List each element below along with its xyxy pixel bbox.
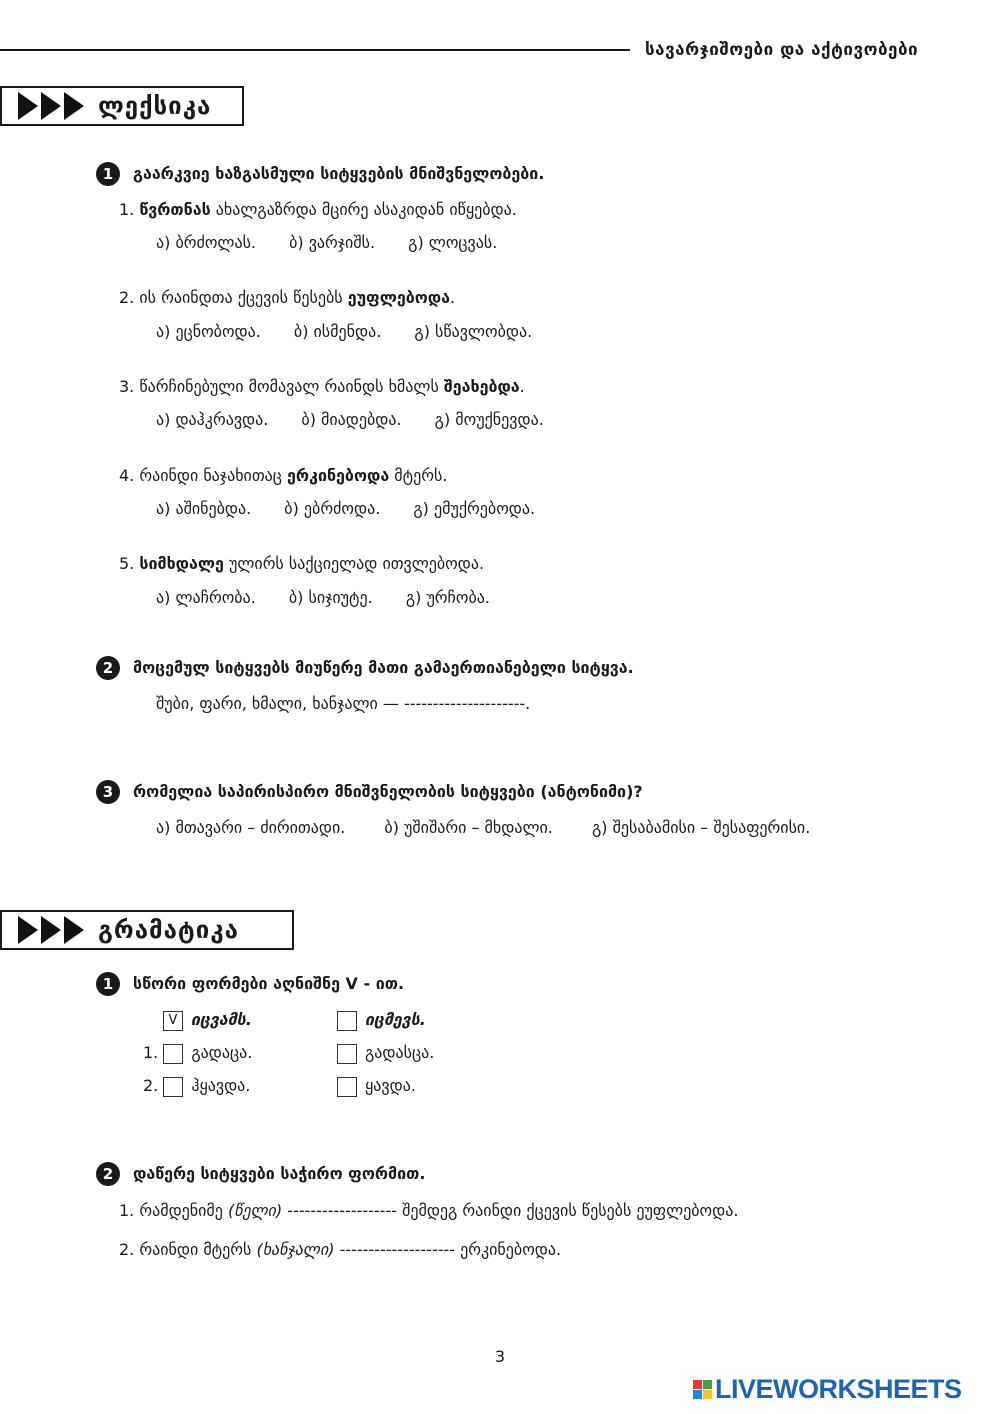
hint-word: (წელი) bbox=[228, 1201, 283, 1220]
choice-row bbox=[337, 1043, 434, 1064]
option-a[interactable]: ა) ლაჩრობა. bbox=[156, 588, 256, 607]
question-line bbox=[119, 377, 525, 396]
question-number: 2. bbox=[119, 1240, 135, 1259]
liveworksheets-logo bbox=[693, 1374, 962, 1405]
section-label: ლექსიკა bbox=[98, 92, 212, 120]
question-number: 5. bbox=[119, 554, 135, 573]
checkbox[interactable] bbox=[337, 1077, 357, 1097]
option-b[interactable]: ბ) სიჯიუტე. bbox=[288, 588, 373, 607]
question-number: 2. bbox=[119, 288, 135, 307]
question-line bbox=[119, 554, 484, 573]
checkbox-checked[interactable]: V bbox=[163, 1011, 183, 1031]
option-c[interactable]: გ) მოუქნევდა. bbox=[434, 410, 544, 429]
choice-word: ჰყავდა. bbox=[191, 1076, 251, 1095]
target-word: შეახებდა bbox=[443, 377, 520, 396]
choice-row bbox=[143, 1076, 250, 1097]
question-text: მტერს. bbox=[389, 466, 448, 485]
task-title: რომელია საპირისპირო მნიშვნელობის სიტყვები (ანტონიმი)? bbox=[133, 782, 643, 801]
choice-word: გადაცა. bbox=[191, 1043, 253, 1062]
answer-options bbox=[156, 410, 572, 429]
triple-arrow-icon bbox=[18, 92, 84, 120]
answer-options bbox=[156, 588, 518, 607]
fill-in-line bbox=[119, 1201, 738, 1220]
option-b[interactable]: ბ) ისმენდა. bbox=[293, 322, 382, 341]
answer-blank[interactable]: -------------------- ერკინებოდა. bbox=[334, 1240, 562, 1259]
target-word: სიმხდალე bbox=[139, 554, 224, 573]
choice-word: ყავდა. bbox=[365, 1076, 416, 1095]
question-number: 1. bbox=[119, 1201, 135, 1220]
target-word: ეუფლებოდა bbox=[347, 288, 451, 307]
question-text: რაინდი მტერს bbox=[139, 1240, 257, 1259]
page-number: 3 bbox=[494, 1347, 506, 1366]
target-word: წვრთნას bbox=[139, 200, 211, 219]
task-number-badge: 2 bbox=[96, 656, 120, 680]
option-a[interactable]: ა) ეცნობოდა. bbox=[156, 322, 261, 341]
question-text: წარჩინებული მომავალ რაინდს ხმალს bbox=[139, 377, 444, 396]
option-c[interactable]: გ) შესაბამისი – შესაფერისი. bbox=[591, 818, 811, 837]
section-label: გრამატიკა bbox=[98, 916, 239, 944]
checkbox[interactable] bbox=[163, 1044, 183, 1064]
logo-text: LIVEWORKSHEETS bbox=[715, 1374, 962, 1404]
checkbox[interactable] bbox=[337, 1044, 357, 1064]
option-c[interactable]: გ) სწავლობდა. bbox=[414, 322, 533, 341]
task-title: მოცემულ სიტყვებს მიუწერე მათი გამაერთიანებელი სიტყვა. bbox=[133, 658, 634, 677]
task-number-badge: 3 bbox=[96, 780, 120, 804]
header-title: სავარჯიშოები და აქტივობები bbox=[645, 40, 919, 60]
checkbox[interactable] bbox=[337, 1011, 357, 1031]
section-header-lexicon bbox=[0, 86, 244, 126]
logo-grid-icon bbox=[693, 1380, 712, 1399]
question-number: 1. bbox=[119, 200, 135, 219]
option-c[interactable]: გ) ლოცვას. bbox=[408, 233, 498, 252]
option-b[interactable]: ბ) ებრძოდა. bbox=[284, 499, 381, 518]
task-title: გაარკვიე ხაზგასმული სიტყვების მნიშვნელობები. bbox=[133, 164, 545, 183]
task-number-badge: 1 bbox=[96, 162, 120, 186]
answer-options bbox=[156, 499, 563, 518]
hint-word: (ხანჯალი) bbox=[256, 1240, 335, 1259]
question-text: ულირს საქციელად ითვლებოდა. bbox=[223, 554, 485, 573]
option-a[interactable]: ა) ბრძოლას. bbox=[156, 233, 257, 252]
answer-blank[interactable]: ------------------- შემდეგ რაინდი ქცევის წესებს ეუფლებოდა. bbox=[282, 1201, 739, 1220]
choice-row bbox=[143, 1043, 252, 1064]
answer-options bbox=[156, 818, 810, 837]
example-word: იცვამს. bbox=[191, 1010, 252, 1029]
option-b[interactable]: ბ) მიადებდა. bbox=[301, 410, 402, 429]
option-a[interactable]: ა) აშინებდა. bbox=[156, 499, 252, 518]
target-word: ერკინებოდა bbox=[287, 466, 390, 485]
choice-word: გადასცა. bbox=[365, 1043, 435, 1062]
fill-in-line bbox=[119, 1240, 561, 1259]
answer-options bbox=[156, 233, 525, 252]
row-number: 2. bbox=[143, 1076, 159, 1095]
example-right bbox=[337, 1010, 426, 1031]
question-line bbox=[119, 288, 455, 307]
question-line bbox=[119, 200, 517, 219]
option-a[interactable]: ა) მთავარი – ძირითადი. bbox=[156, 818, 346, 837]
checkbox[interactable] bbox=[163, 1077, 183, 1097]
triple-arrow-icon bbox=[18, 916, 84, 944]
question-number: 4. bbox=[119, 466, 135, 485]
question-text: ის რაინდთა ქცევის წესებს bbox=[139, 288, 348, 307]
example-word: იცმევს. bbox=[365, 1010, 426, 1029]
header-rule bbox=[0, 49, 630, 51]
section-header-grammar bbox=[0, 910, 294, 950]
example-left bbox=[163, 1010, 252, 1031]
question-text: რაინდი ნაჯახითაც bbox=[139, 466, 287, 485]
question-text: . bbox=[450, 288, 456, 307]
task-title: დაწერე სიტყვები საჭირო ფორმით. bbox=[133, 1164, 426, 1183]
task-title: სწორი ფორმები აღნიშნე V - ით. bbox=[133, 974, 405, 993]
question-line bbox=[119, 466, 447, 485]
option-c[interactable]: გ) ემუქრებოდა. bbox=[413, 499, 536, 518]
question-text: ახალგაზრდა მცირე ასაკიდან იწყებდა. bbox=[210, 200, 517, 219]
question-text: რამდენიმე bbox=[139, 1201, 228, 1220]
row-number: 1. bbox=[143, 1043, 159, 1062]
option-a[interactable]: ა) დაჰკრავდა. bbox=[156, 410, 269, 429]
option-c[interactable]: გ) ურჩობა. bbox=[405, 588, 490, 607]
answer-options bbox=[156, 322, 560, 341]
question-text: . bbox=[519, 377, 525, 396]
question-number: 3. bbox=[119, 377, 135, 396]
option-b[interactable]: ბ) უშიშარი – მხდალი. bbox=[384, 818, 553, 837]
option-b[interactable]: ბ) ვარჯიშს. bbox=[289, 233, 376, 252]
fill-in-line[interactable]: შუბი, ფარი, ხმალი, ხანჯალი — ---------------------. bbox=[156, 694, 531, 713]
task-number-badge: 2 bbox=[96, 1162, 120, 1186]
task-number-badge: 1 bbox=[96, 972, 120, 996]
choice-row bbox=[337, 1076, 416, 1097]
